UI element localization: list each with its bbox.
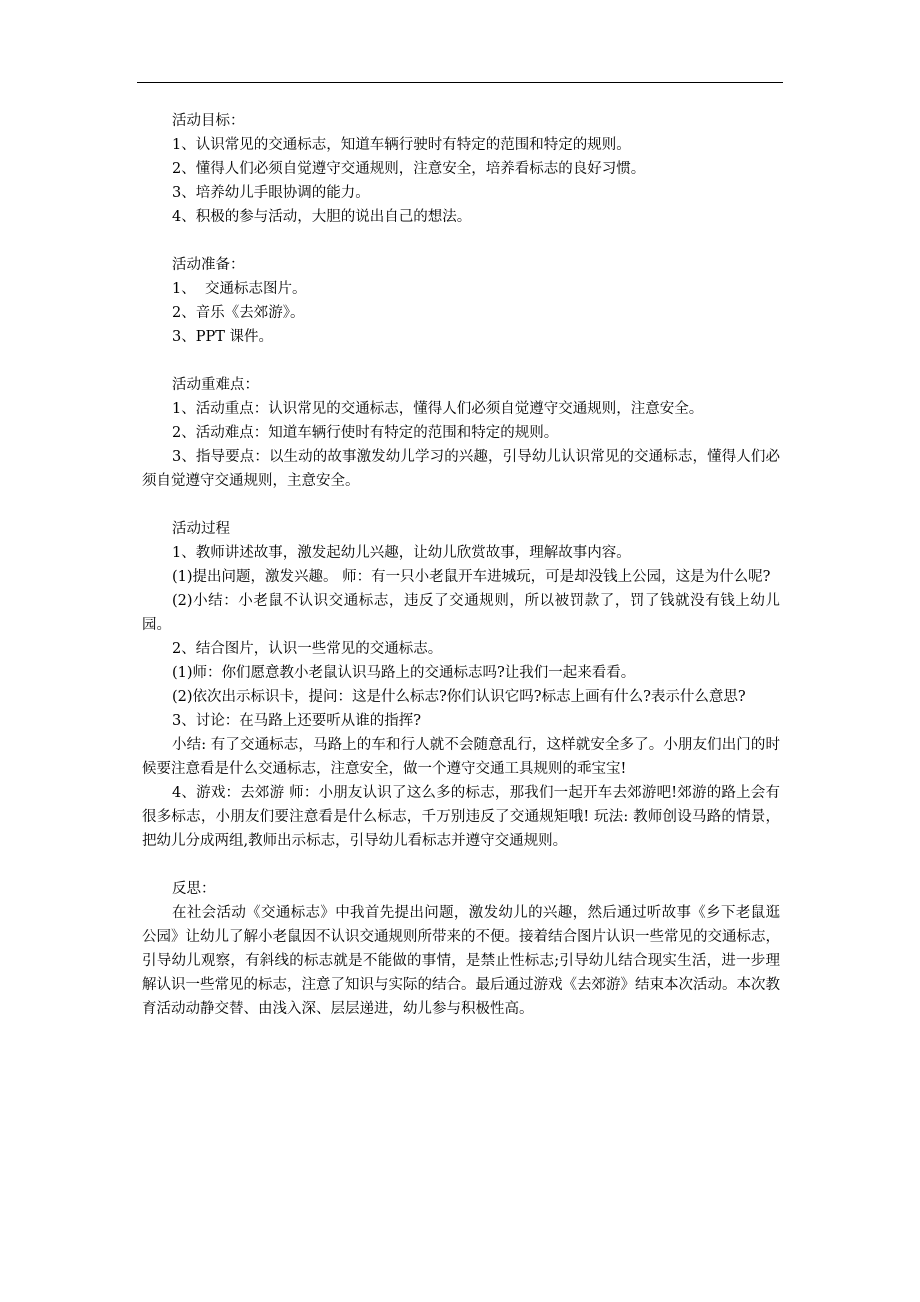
document-body <box>142 109 780 1021</box>
preparation-section <box>142 253 780 349</box>
keypoints-heading: 活动重难点： <box>172 377 259 393</box>
goal-item: 1、认识常见的交通标志，知道车辆行驶时有特定的范围和特定的规则。 <box>172 137 631 153</box>
process-item: 小结: 有了交通标志，马路上的车和行人就不会随意乱行，这样就安全多了。小朋友们出门的时候要注意看是什么交通标志，注意安全，做一个遵守交通工具规则的乖宝宝! <box>142 737 780 777</box>
reflection-paragraph: 在社会活动《交通标志》中我首先提出问题，激发幼儿的兴趣，然后通过听故事《乡下老鼠逛公园》让幼儿了解小老鼠因不认识交通规则所带来的不便。接着结合图片认识一些常见的交通标志，引导幼儿观察，有斜线的标志就是不能做的事情，是禁止性标志;引导幼儿结合现实生活，进一步理解认识一些常见的标志，注意了知识与实际的结合。最后通过游戏《去郊游》结束本次活动。本次教育活动动静交替、由浅入深、层层递进，幼儿参与积极性高。 <box>142 905 780 1017</box>
process-item: 1、教师讲述故事，激发起幼儿兴趣，让幼儿欣赏故事，理解故事内容。 <box>172 545 631 561</box>
process-item: 4、游戏：去郊游 师：小朋友认识了这么多的标志，那我们一起开车去郊游吧!郊游的路上会有很多标志，小朋友们要注意看是什么标志，千万别违反了交通规矩哦! 玩法: 教师创设马路的情景，把幼儿分成两组,教师出示标志，引导幼儿看标志并遵守交通规则。 <box>142 785 780 849</box>
process-item: (2)依次出示标识卡，提问：这是什么标志?你们认识它吗?标志上画有什么?表示什么意思? <box>172 689 746 705</box>
process-item: (1)师：你们愿意教小老鼠认识马路上的交通标志吗?让我们一起来看看。 <box>172 665 636 681</box>
preparation-item: 2、音乐《去郊游》。 <box>172 305 305 321</box>
goals-section <box>142 109 780 229</box>
process-item: (1)提出问题，激发兴趣。 师：有一只小老鼠开车进城玩，可是却没钱上公园，这是为什么呢? <box>172 569 771 585</box>
preparation-item: 3、PPT 课件。 <box>172 329 274 345</box>
process-item: 2、结合图片，认识一些常见的交通标志。 <box>172 641 443 657</box>
goal-item: 2、懂得人们必须自觉遵守交通规则，注意安全，培养看标志的良好习惯。 <box>172 161 646 177</box>
goal-item: 3、培养幼儿手眼协调的能力。 <box>172 185 370 201</box>
preparation-item: 1、 交通标志图片。 <box>172 281 307 297</box>
keypoint-item: 3、指导要点：以生动的故事激发幼儿学习的兴趣，引导幼儿认识常见的交通标志，懂得人们必须自觉遵守交通规则，主意安全。 <box>142 449 780 489</box>
keypoint-item: 1、活动重点：认识常见的交通标志，懂得人们必须自觉遵守交通规则，注意安全。 <box>172 401 704 417</box>
goal-item: 4、积极的参与活动，大胆的说出自己的想法。 <box>172 209 472 225</box>
process-item: (2)小结：小老鼠不认识交通标志，违反了交通规则，所以被罚款了，罚了钱就没有钱上幼儿园。 <box>142 593 780 633</box>
goals-heading: 活动目标： <box>172 113 245 129</box>
section-gap <box>142 853 780 877</box>
section-gap <box>142 493 780 517</box>
process-item: 3、讨论：在马路上还要听从谁的指挥? <box>172 713 421 729</box>
process-section <box>142 517 780 853</box>
keypoint-item: 2、活动难点：知道车辆行使时有特定的范围和特定的规则。 <box>172 425 559 441</box>
reflection-section <box>142 877 780 1021</box>
section-gap <box>142 229 780 253</box>
preparation-heading: 活动准备： <box>172 257 245 273</box>
header-rule <box>137 82 783 83</box>
section-gap <box>142 349 780 373</box>
process-heading: 活动过程 <box>172 521 230 537</box>
keypoints-section <box>142 373 780 493</box>
reflection-heading: 反思： <box>172 881 216 897</box>
